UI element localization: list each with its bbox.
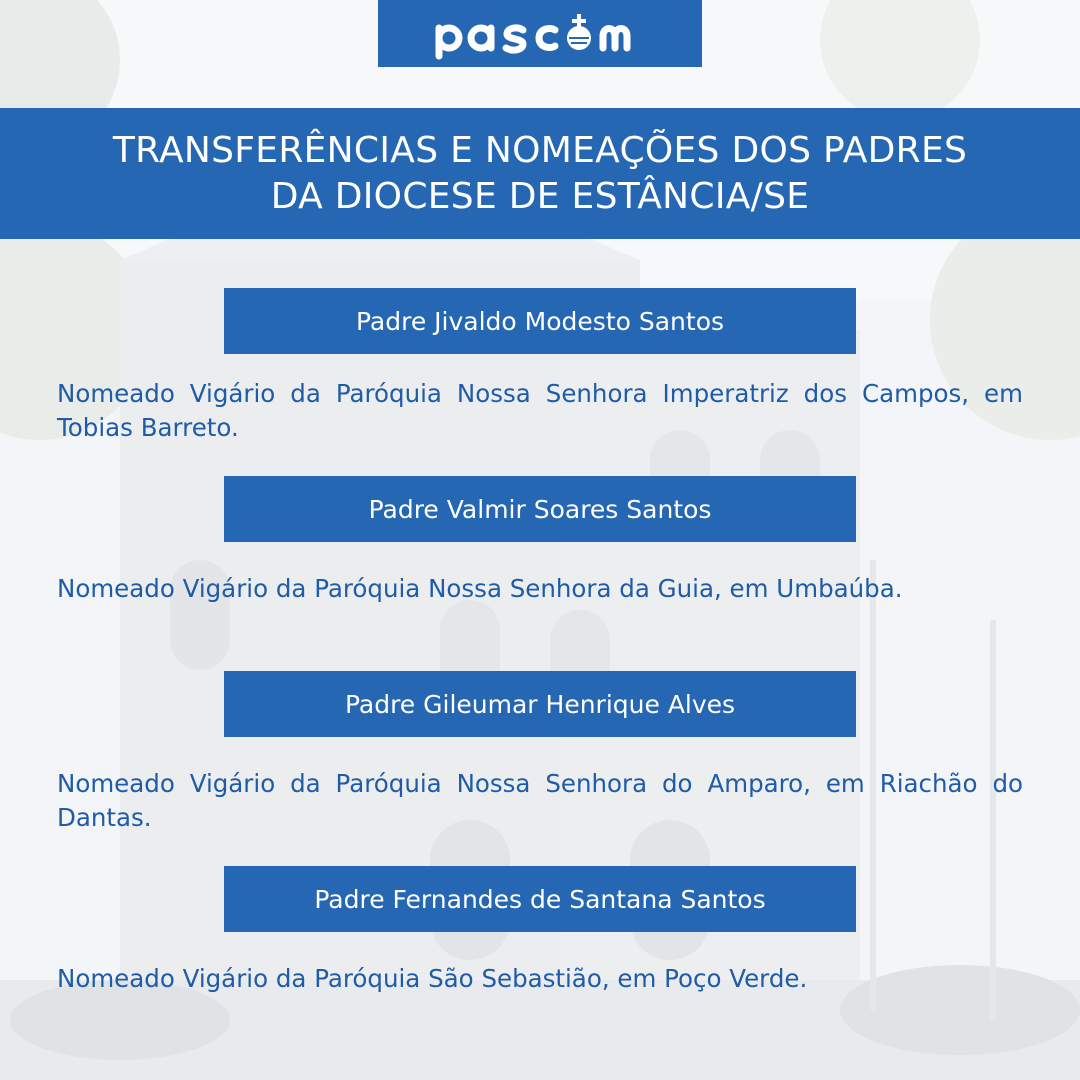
priest-name-box — [224, 671, 856, 737]
appointment-description: Nomeado Vigário da Paróquia Nossa Senhora da Guia, em Umbaúba. — [57, 574, 903, 603]
appointment-description: Nomeado Vigário da Paróquia Nossa Senhora Imperatriz dos Campos, em Tobias Barreto. — [57, 379, 1023, 442]
priest-name: Padre Fernandes de Santana Santos — [314, 884, 766, 914]
priest-name: Padre Jivaldo Modesto Santos — [355, 306, 725, 336]
pascom-logo — [425, 8, 655, 60]
page-title-line1: TRANSFERÊNCIAS E NOMEAÇÕES DOS PADRES — [112, 129, 968, 171]
appointment-description: Nomeado Vigário da Paróquia São Sebastião, em Poço Verde. — [57, 964, 808, 993]
title-banner — [0, 108, 1080, 239]
appointment-description: Nomeado Vigário da Paróquia Nossa Senhora do Amparo, em Riachão do Dantas. — [57, 769, 1023, 832]
logo-banner — [378, 0, 702, 67]
priest-name-box — [224, 288, 856, 354]
priest-name: Padre Gileumar Henrique Alves — [344, 689, 736, 719]
page-title — [40, 128, 1040, 220]
page-title-line2: DA DIOCESE DE ESTÂNCIA/SE — [270, 175, 810, 217]
priest-name: Padre Valmir Soares Santos — [368, 494, 712, 524]
priest-name-box — [224, 866, 856, 932]
priest-name-box — [224, 476, 856, 542]
